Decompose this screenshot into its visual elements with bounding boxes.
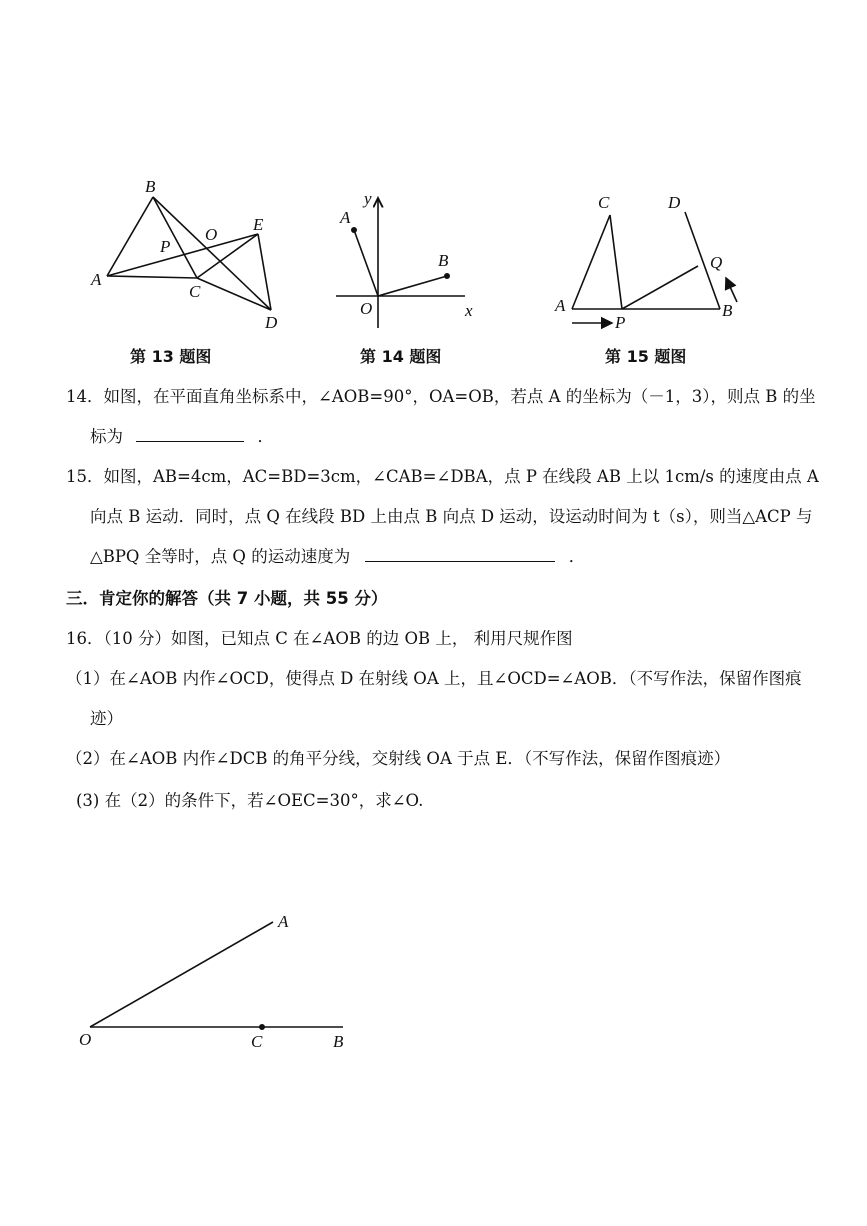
segment-ac: [107, 276, 197, 278]
label-p: P: [160, 237, 171, 256]
label-o: O: [205, 225, 218, 244]
segment-oa: [354, 230, 378, 296]
q15-line-1: 15．如图，AB=4cm，AC=BD=3cm，∠CAB=∠DBA，点 P 在线段 AB 上以 1cm/s 的速度由点 A: [66, 467, 819, 486]
figure-16: [75, 905, 365, 1055]
label-o: O: [360, 299, 373, 318]
label-e: E: [253, 215, 264, 234]
label-b: B: [333, 1032, 344, 1051]
label-b: B: [722, 301, 733, 320]
q14-suffix: ．: [257, 427, 274, 446]
label-y: y: [364, 189, 372, 208]
segment-ab: [107, 197, 153, 276]
q15-answer-blank[interactable]: [365, 547, 555, 562]
caption-figure-13: 第 13 题图: [130, 347, 212, 366]
label-a: A: [91, 270, 102, 289]
figure-13: [85, 170, 295, 340]
label-c: C: [189, 282, 201, 301]
label-a: A: [340, 208, 351, 227]
q15-suffix: ．: [568, 547, 586, 566]
segment-bd: [153, 197, 271, 310]
label-p: P: [615, 313, 626, 332]
caption-figure-15: 第 15 题图: [605, 347, 687, 366]
label-d: D: [668, 193, 681, 212]
q16-part-3: (3) 在（2）的条件下，若∠OEC=30°，求∠O.: [76, 791, 424, 810]
ray-oa: [90, 922, 273, 1027]
caption-figure-14: 第 14 题图: [360, 347, 442, 366]
segment-ac: [572, 215, 610, 309]
q14-prefix: 标为: [90, 427, 123, 446]
label-c: C: [251, 1032, 263, 1051]
label-b: B: [438, 251, 449, 270]
figure-14: [330, 180, 490, 330]
point-c: [259, 1024, 265, 1030]
q16-part-2: （2）在∠AOB 内作∠DCB 的角平分线，交射线 OA 于点 E．（不写作法，保留作图痕迹）: [66, 749, 731, 768]
label-q: Q: [710, 253, 723, 272]
label-x: x: [465, 301, 473, 320]
q15-line-3: [90, 546, 585, 568]
section-3-heading: 三．肯定你的解答（共 7 小题，共 55 分）: [66, 589, 388, 608]
label-c: C: [598, 193, 610, 212]
segment-cd: [197, 278, 271, 310]
point-b: [444, 273, 450, 279]
segment-cp: [610, 215, 622, 309]
q16-part-1-line-2: 迹）: [90, 709, 123, 728]
label-b: B: [145, 177, 156, 196]
segment-pq: [622, 266, 698, 309]
q14-line-1: 14．如图，在平面直角坐标系中，∠AOB=90°，OA=OB，若点 A 的坐标为（－1，3），则点 B 的坐: [66, 387, 816, 406]
arrow-q: [726, 278, 737, 302]
segment-ae: [107, 234, 258, 276]
q14-answer-blank[interactable]: [136, 427, 244, 442]
label-o: O: [79, 1030, 92, 1049]
q15-prefix: △BPQ 全等时，点 Q 的运动速度为: [90, 547, 351, 566]
point-a: [351, 227, 357, 233]
q16-stem: 16．（10 分）如图，已知点 C 在∠AOB 的边 OB 上， 利用尺规作图: [66, 629, 573, 648]
label-d: D: [265, 313, 278, 332]
q14-line-2: [90, 426, 274, 448]
q16-part-1-line-1: （1）在∠AOB 内作∠OCD，使得点 D 在射线 OA 上，且∠OCD=∠AOB．（不写作法，保留作图痕: [66, 669, 802, 688]
label-a: A: [555, 296, 566, 315]
segment-ob: [378, 276, 447, 296]
figure-15: [550, 190, 750, 335]
label-a: A: [278, 912, 289, 931]
q15-line-2: 向点 B 运动．同时，点 Q 在线段 BD 上由点 B 向点 D 运动，设运动时间为 t（s），则当△ACP 与: [90, 507, 813, 526]
